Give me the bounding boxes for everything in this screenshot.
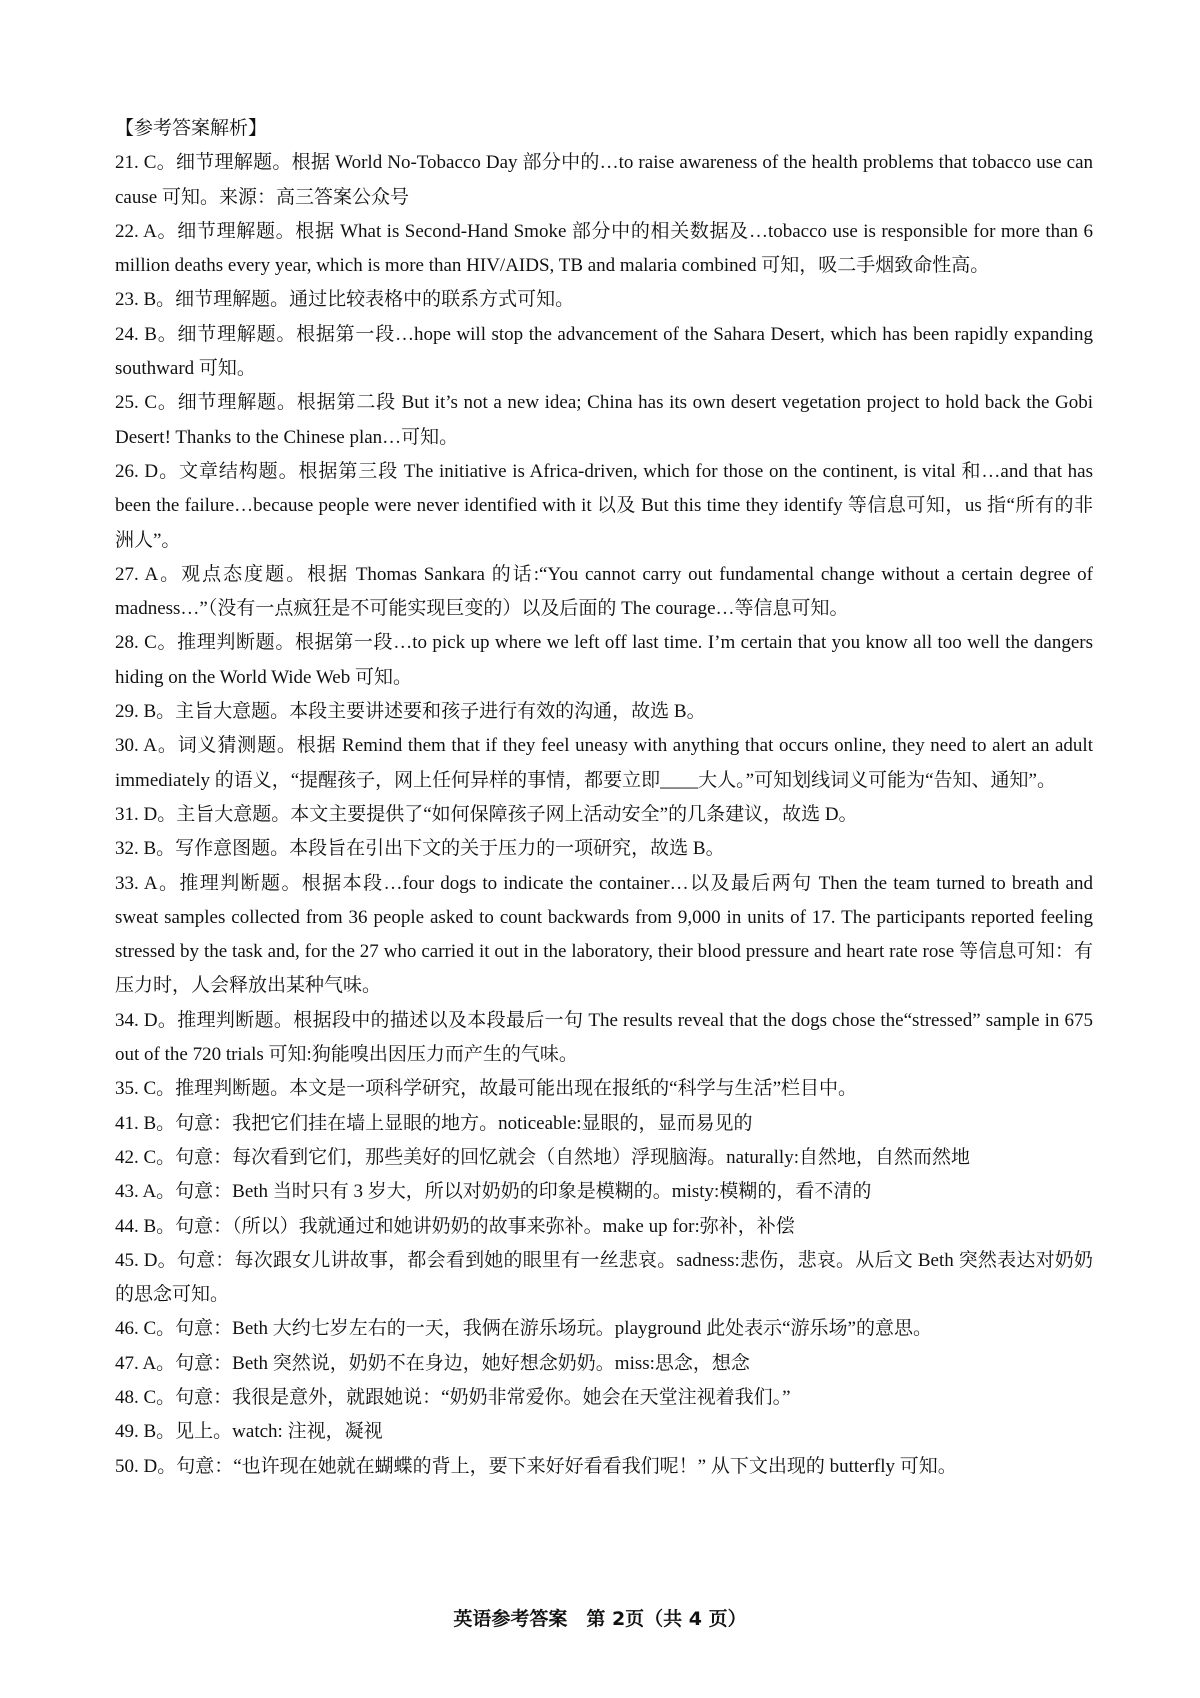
answer-28: 28. C。推理判断题。根据第一段…to pick up where we left off last time. I’m certain that you know all too well the dangers hiding on the World Wide Web 可知。 xyxy=(115,632,1093,688)
answer-29: 29. B。主旨大意题。本段主要讲述要和孩子进行有效的沟通，故选 B。 xyxy=(115,701,706,723)
answer-22: 22. A。细节理解题。根据 What is Second-Hand Smoke 部分中的相关数据及…tobacco use is responsible for more than 6 million deaths every year, which is more than HIV/AIDS, TB and malaria combined 可知，吸二手烟致命性高。 xyxy=(115,220,1093,277)
answer-27: 27. A。观点态度题。根据 Thomas Sankara 的话:“You cannot carry out fundamental change without a certain degree of madness…”（没有一点疯狂是不可能实现巨变的）以及后面的 The courage…等信息可知。 xyxy=(115,563,1093,620)
answer-21: 21. C。细节理解题。根据 World No-Tobacco Day 部分中的…to raise awareness of the health problems that tobacco use can cause 可知。来源：高三答案公众号 xyxy=(115,152,1093,208)
answer-23: 23. B。细节理解题。通过比较表格中的联系方式可知。 xyxy=(115,289,575,311)
answer-34: 34. D。推理判断题。根据段中的描述以及本段最后一句 The results reveal that the dogs chose the“stressed” sample in 675 out of the 720 trials 可知:狗能嗅出因压力而产生的气味。 xyxy=(115,1009,1093,1066)
answer-25: 25. C。细节理解题。根据第二段 But it’s not a new idea; China has its own desert vegetation project to hold back the Gobi Desert! Thanks to the Chinese plan…可知。 xyxy=(115,392,1093,448)
page-footer: 英语参考答案 第 2页（共 4 页） xyxy=(453,1608,747,1630)
answer-46: 46. C。句意：Beth 大约七岁左右的一天，我俩在游乐场玩。playground 此处表示“游乐场”的意思。 xyxy=(115,1318,932,1340)
answer-26: 26. D。文章结构题。根据第三段 The initiative is Africa-driven, which for those on the continent, is vital 和…and that has been the failure…because people were never identified with it 以及 But this time they identify 等信息可知，us 指“所有的非洲人”。 xyxy=(115,460,1093,551)
answer-explanations xyxy=(115,112,1093,1484)
answer-44: 44. B。句意：（所以）我就通过和她讲奶奶的故事来弥补。make up for:弥补，补偿 xyxy=(115,1215,795,1237)
answer-43: 43. A。句意：Beth 当时只有 3 岁大，所以对奶奶的印象是模糊的。misty:模糊的，看不清的 xyxy=(115,1181,872,1203)
answer-45: 45. D。句意：每次跟女儿讲故事，都会看到她的眼里有一丝悲哀。sadness:悲伤，悲哀。从后文 Beth 突然表达对奶奶的思念可知。 xyxy=(115,1249,1093,1306)
answer-35: 35. C。推理判断题。本文是一项科学研究，故最可能出现在报纸的“科学与生活”栏目中。 xyxy=(115,1078,858,1100)
answer-32: 32. B。写作意图题。本段旨在引出下文的关于压力的一项研究，故选 B。 xyxy=(115,838,725,860)
answer-41: 41. B。句意：我把它们挂在墙上显眼的地方。noticeable:显眼的，显而易见的 xyxy=(115,1112,753,1134)
answer-48: 48. C。句意：我很是意外，就跟她说：“奶奶非常爱你。她会在天堂注视着我们。” xyxy=(115,1386,791,1408)
answer-42: 42. C。句意：每次看到它们，那些美好的回忆就会（自然地）浮现脑海。naturally:自然地，自然而然地 xyxy=(115,1146,970,1168)
answer-24: 24. B。细节理解题。根据第一段…hope will stop the advancement of the Sahara Desert, which has been rapidly expanding southward 可知。 xyxy=(115,323,1093,380)
answer-30: 30. A。词义猜测题。根据 Remind them that if they feel uneasy with anything that occurs online, they need to alert an adult immediately 的语义，“提醒孩子，网上任何异样的事情，都要立即____大人。”可知划线词义可能为“告知、通知”。 xyxy=(115,735,1093,791)
section-heading: 【参考答案解析】 xyxy=(115,118,268,139)
answer-33: 33. A。推理判断题。根据本段…four dogs to indicate the container…以及最后两句 Then the team turned to breath and sweat samples collected from 36 people asked to count backwards from 9,000 in units of 17. The participants reported feeling stressed by the task and, for the 27 who carried it out in the laboratory, their blood pressure and heart rate rose 等信息可知：有压力时，人会释放出某种气味。 xyxy=(115,872,1093,997)
answer-31: 31. D。主旨大意题。本文主要提供了“如何保障孩子网上活动安全”的几条建议，故选 D。 xyxy=(115,803,858,825)
answer-47: 47. A。句意：Beth 突然说，奶奶不在身边，她好想念奶奶。miss:思念，想念 xyxy=(115,1352,750,1374)
answer-50: 50. D。句意：“也许现在她就在蝴蝶的背上，要下来好好看看我们呢！” 从下文出现的 butterfly 可知。 xyxy=(115,1455,957,1477)
answer-49: 49. B。见上。watch: 注视，凝视 xyxy=(115,1421,383,1443)
